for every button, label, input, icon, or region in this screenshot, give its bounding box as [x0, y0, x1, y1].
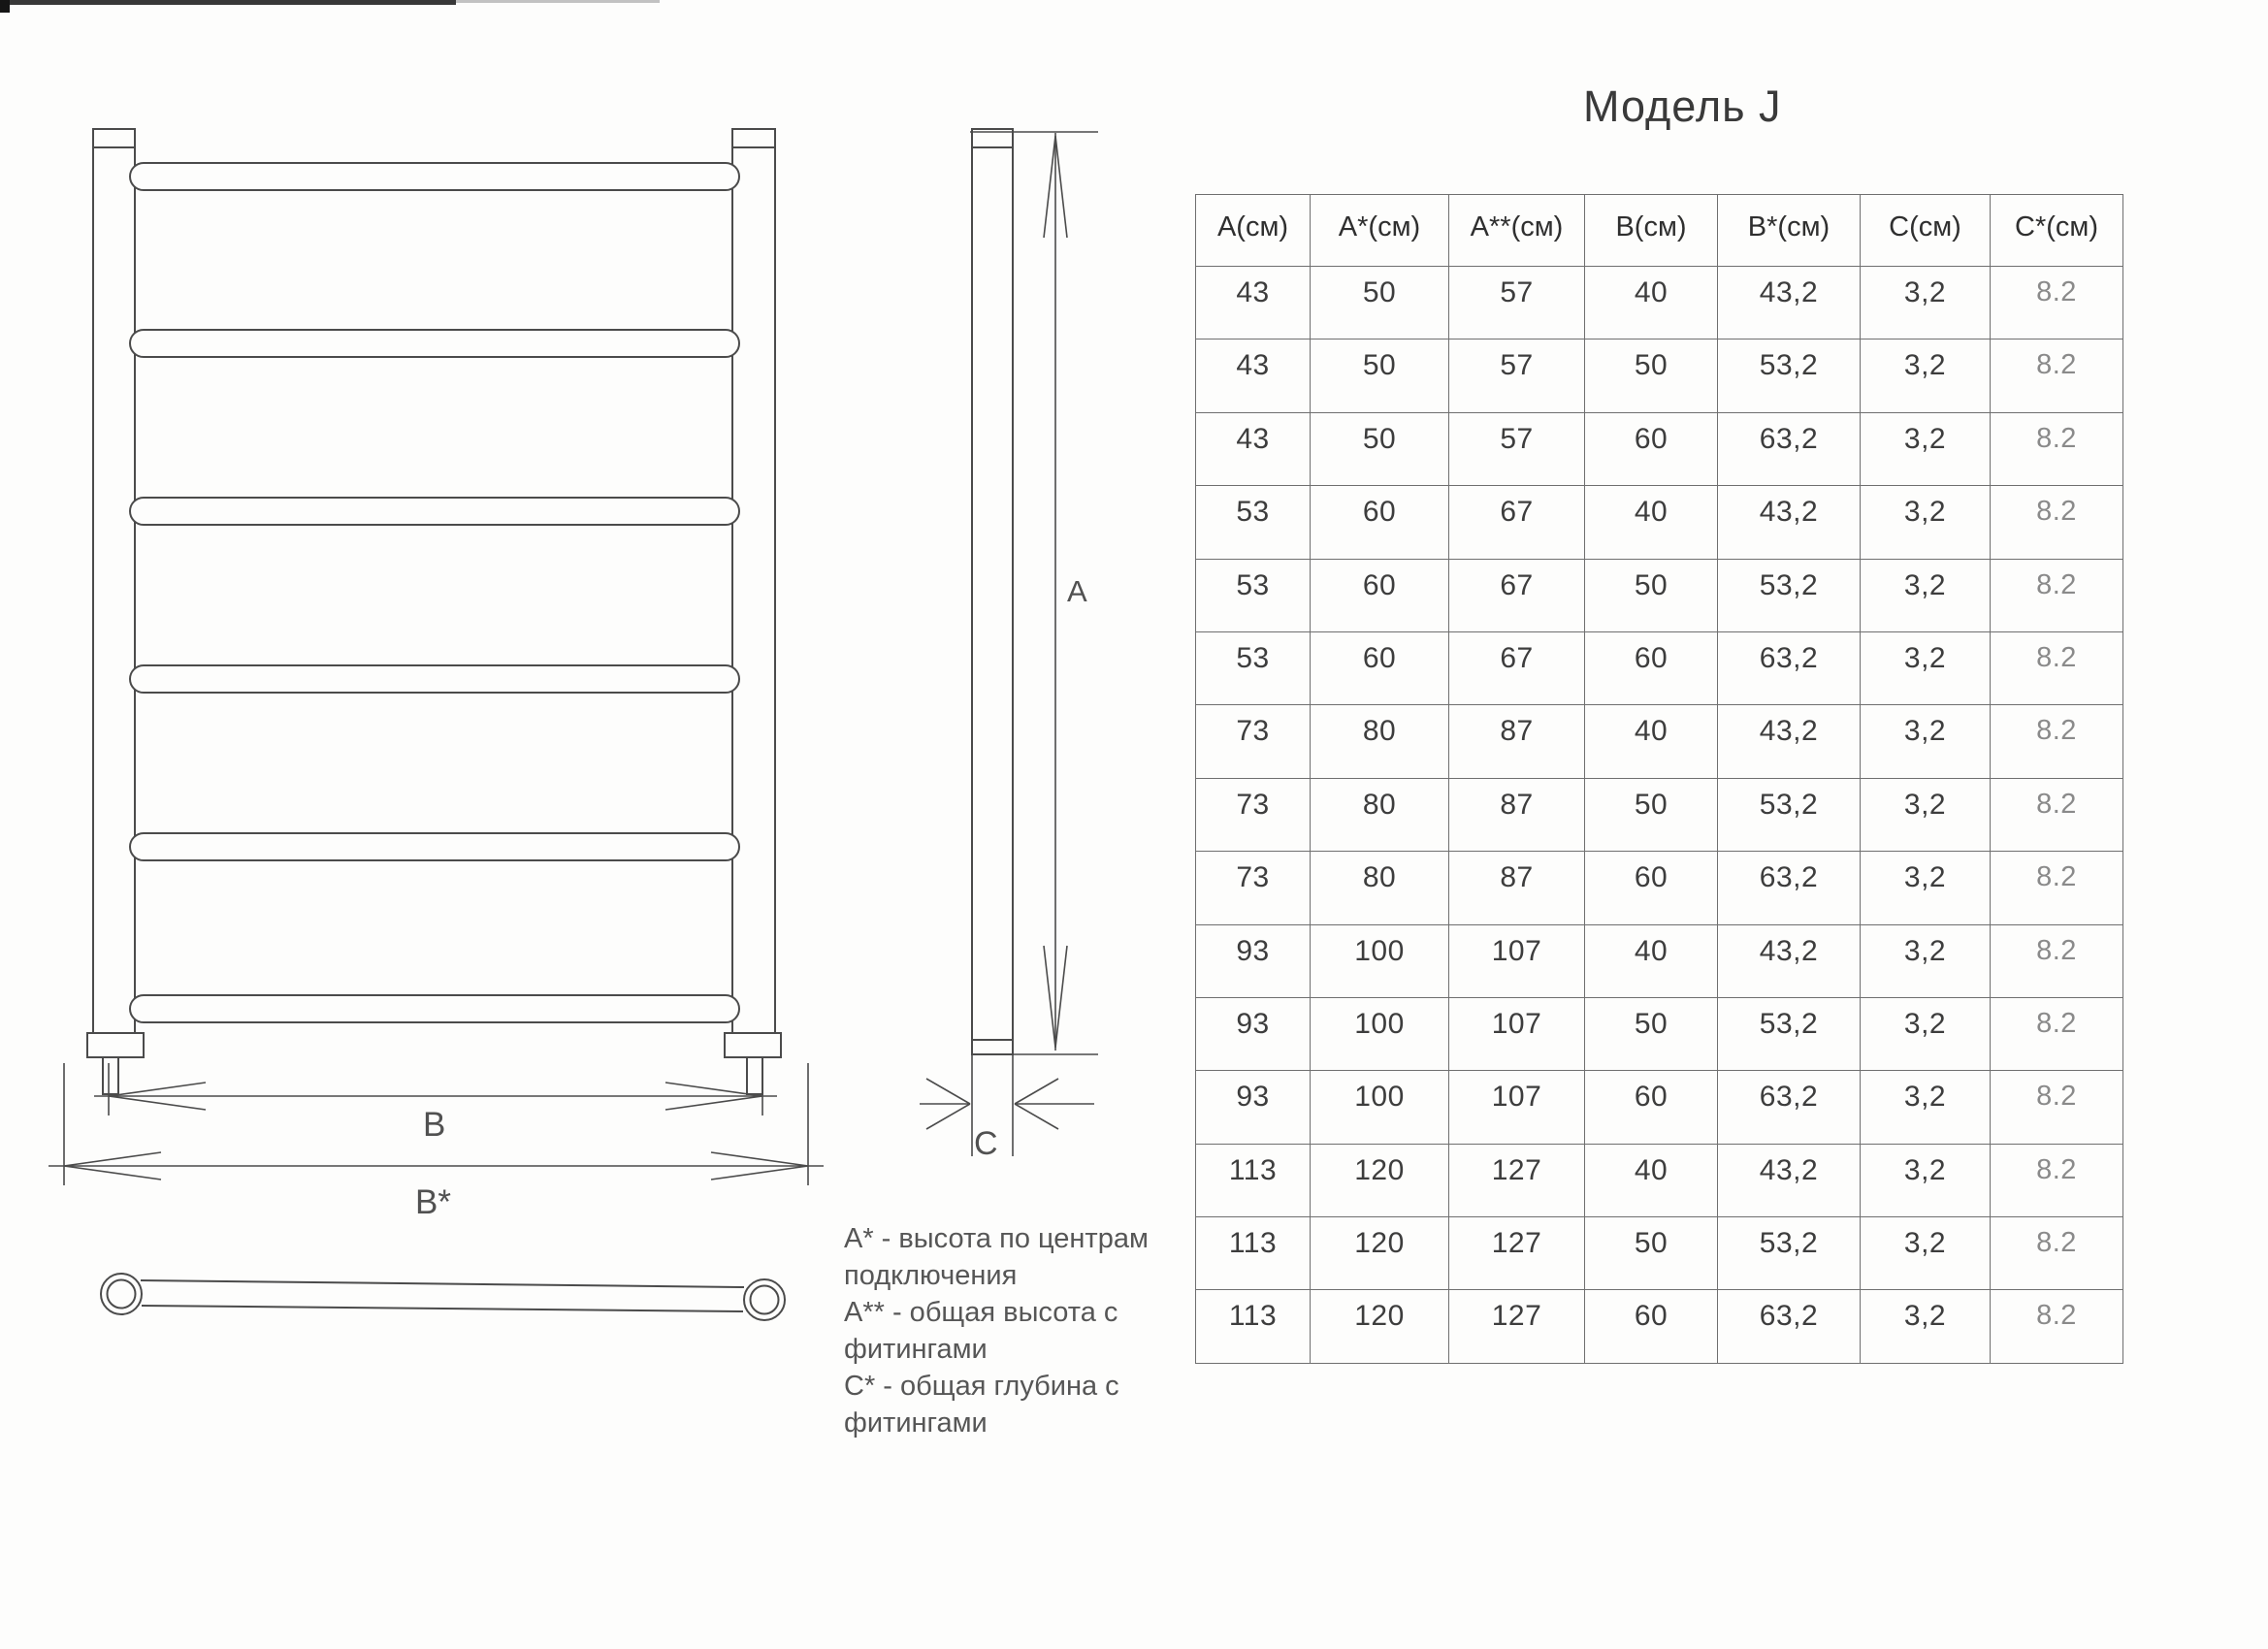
table-cell: 67 — [1449, 559, 1585, 631]
table-cell: 80 — [1311, 852, 1449, 924]
table-cell: 40 — [1585, 924, 1718, 997]
right-pipe-stub — [747, 1057, 762, 1094]
column-header: С(см) — [1861, 195, 1991, 267]
right-bottom-bracket — [725, 1033, 781, 1057]
table-cell: 87 — [1449, 705, 1585, 778]
table-cell: 3,2 — [1861, 997, 1991, 1070]
table-row — [1196, 267, 2123, 340]
table-row — [1196, 631, 2123, 704]
table-cell: 43,2 — [1718, 1144, 1861, 1216]
table-cell: 60 — [1311, 559, 1449, 631]
legend-line: С* - общая глубина с — [844, 1371, 1119, 1402]
table-cell: 63,2 — [1718, 1071, 1861, 1144]
table-cell: 107 — [1449, 924, 1585, 997]
column-header: С*(см) — [1991, 195, 2123, 267]
table-cell: 60 — [1311, 631, 1449, 704]
table-cell: 60 — [1585, 852, 1718, 924]
table-row — [1196, 852, 2123, 924]
table-cell: 120 — [1311, 1217, 1449, 1290]
table-cell: 73 — [1196, 852, 1311, 924]
column-header: А*(см) — [1311, 195, 1449, 267]
dimension-label-c: С — [974, 1125, 998, 1162]
table-cell: 43,2 — [1718, 924, 1861, 997]
table-cell: 93 — [1196, 1071, 1311, 1144]
table-cell: 8.2 — [1991, 559, 2123, 631]
table-cell: 43,2 — [1718, 705, 1861, 778]
table-cell: 40 — [1585, 486, 1718, 559]
table-cell: 50 — [1311, 340, 1449, 412]
table-cell: 3,2 — [1861, 1217, 1991, 1290]
scan-artifacts — [0, 0, 660, 13]
column-header: В(см) — [1585, 195, 1718, 267]
table-cell: 50 — [1311, 267, 1449, 340]
table-cell: 3,2 — [1861, 631, 1991, 704]
column-header: А(см) — [1196, 195, 1311, 267]
table-cell: 87 — [1449, 852, 1585, 924]
table-cell: 87 — [1449, 778, 1585, 851]
table-cell: 107 — [1449, 997, 1585, 1070]
table-cell: 8.2 — [1991, 412, 2123, 485]
table-cell: 8.2 — [1991, 1217, 2123, 1290]
legend — [844, 1220, 1203, 1441]
table-cell: 60 — [1585, 631, 1718, 704]
table-cell: 60 — [1585, 412, 1718, 485]
table-cell: 3,2 — [1861, 1290, 1991, 1363]
table-cell: 57 — [1449, 340, 1585, 412]
table-cell: 57 — [1449, 412, 1585, 485]
table-row — [1196, 486, 2123, 559]
table-cell: 43,2 — [1718, 267, 1861, 340]
legend-line: фитингами — [844, 1334, 988, 1365]
table-cell: 60 — [1585, 1290, 1718, 1363]
table-row — [1196, 559, 2123, 631]
dimension-label-a: А — [1067, 574, 1087, 608]
dimension-c — [920, 1079, 1094, 1129]
table-row — [1196, 705, 2123, 778]
bottom-tube-view — [101, 1274, 785, 1320]
legend-line: подключения — [844, 1260, 1018, 1291]
table-cell: 8.2 — [1991, 631, 2123, 704]
table-cell: 107 — [1449, 1071, 1585, 1144]
table-cell: 53,2 — [1718, 340, 1861, 412]
table-cell: 127 — [1449, 1217, 1585, 1290]
table-row — [1196, 1290, 2123, 1363]
dimension-label-b: B — [423, 1106, 446, 1144]
table-row — [1196, 1144, 2123, 1216]
dimension-label-b-star: B* — [415, 1183, 451, 1221]
table-cell: 3,2 — [1861, 778, 1991, 851]
front-view-drawing — [49, 129, 824, 1185]
table-cell: 53 — [1196, 559, 1311, 631]
table-cell: 100 — [1311, 924, 1449, 997]
table-cell: 50 — [1585, 778, 1718, 851]
table-cell: 40 — [1585, 267, 1718, 340]
table-cell: 73 — [1196, 778, 1311, 851]
table-cell: 3,2 — [1861, 412, 1991, 485]
rungs — [130, 163, 739, 1022]
table-cell: 8.2 — [1991, 778, 2123, 851]
table-cell: 100 — [1311, 1071, 1449, 1144]
table-cell: 8.2 — [1991, 924, 2123, 997]
table-cell: 3,2 — [1861, 705, 1991, 778]
table-cell: 53,2 — [1718, 559, 1861, 631]
table-cell: 3,2 — [1861, 1071, 1991, 1144]
left-pipe-stub — [103, 1057, 118, 1094]
table-cell: 93 — [1196, 997, 1311, 1070]
table-cell: 50 — [1585, 1217, 1718, 1290]
table-cell: 8.2 — [1991, 1071, 2123, 1144]
table-cell: 3,2 — [1861, 852, 1991, 924]
table-cell: 63,2 — [1718, 1290, 1861, 1363]
table-row — [1196, 1071, 2123, 1144]
right-post — [732, 129, 775, 1033]
table-cell: 3,2 — [1861, 924, 1991, 997]
table-cell: 113 — [1196, 1290, 1311, 1363]
table-cell: 43,2 — [1718, 486, 1861, 559]
dimensions-table — [1195, 194, 2123, 1364]
table-cell: 3,2 — [1861, 559, 1991, 631]
legend-line: фитингами — [844, 1407, 988, 1439]
table-cell: 53 — [1196, 631, 1311, 704]
table-cell: 8.2 — [1991, 267, 2123, 340]
dimensions-table-body — [1196, 267, 2123, 1364]
table-cell: 120 — [1311, 1144, 1449, 1216]
table-cell: 3,2 — [1861, 1144, 1991, 1216]
table-cell: 50 — [1311, 412, 1449, 485]
table-cell: 127 — [1449, 1144, 1585, 1216]
table-cell: 67 — [1449, 486, 1585, 559]
table-row — [1196, 1217, 2123, 1290]
table-cell: 3,2 — [1861, 340, 1991, 412]
table-row — [1196, 778, 2123, 851]
table-cell: 8.2 — [1991, 486, 2123, 559]
table-cell: 127 — [1449, 1290, 1585, 1363]
table-cell: 8.2 — [1991, 705, 2123, 778]
table-cell: 93 — [1196, 924, 1311, 997]
legend-line: А** - общая высота с — [844, 1297, 1118, 1328]
table-cell: 8.2 — [1991, 340, 2123, 412]
left-post — [93, 129, 135, 1033]
table-row — [1196, 412, 2123, 485]
table-cell: 50 — [1585, 559, 1718, 631]
table-cell: 80 — [1311, 778, 1449, 851]
column-header: А**(см) — [1449, 195, 1585, 267]
table-cell: 43 — [1196, 412, 1311, 485]
table-cell: 80 — [1311, 705, 1449, 778]
table-cell: 113 — [1196, 1144, 1311, 1216]
table-cell: 53,2 — [1718, 997, 1861, 1070]
table-cell: 8.2 — [1991, 852, 2123, 924]
table-cell: 113 — [1196, 1217, 1311, 1290]
table-cell: 73 — [1196, 705, 1311, 778]
table-cell: 40 — [1585, 705, 1718, 778]
page-title: Модель J — [1583, 81, 1782, 131]
table-cell: 8.2 — [1991, 1144, 2123, 1216]
table-cell: 40 — [1585, 1144, 1718, 1216]
legend-line: А* - высота по центрам — [844, 1223, 1149, 1254]
table-cell: 50 — [1585, 340, 1718, 412]
table-cell: 53,2 — [1718, 778, 1861, 851]
table-cell: 67 — [1449, 631, 1585, 704]
column-header: В*(см) — [1718, 195, 1861, 267]
table-header-row — [1196, 195, 2123, 267]
table-cell: 100 — [1311, 997, 1449, 1070]
left-bottom-bracket — [87, 1033, 144, 1057]
table-cell: 63,2 — [1718, 412, 1861, 485]
table-cell: 8.2 — [1991, 1290, 2123, 1363]
table-cell: 8.2 — [1991, 997, 2123, 1070]
table-cell: 53 — [1196, 486, 1311, 559]
table-cell: 60 — [1311, 486, 1449, 559]
side-view-drawing — [920, 129, 1098, 1156]
table-cell: 43 — [1196, 267, 1311, 340]
table-cell: 3,2 — [1861, 486, 1991, 559]
table-cell: 57 — [1449, 267, 1585, 340]
table-cell: 53,2 — [1718, 1217, 1861, 1290]
table-cell: 50 — [1585, 997, 1718, 1070]
table-row — [1196, 997, 2123, 1070]
dimension-a — [1044, 133, 1067, 1051]
table-cell: 63,2 — [1718, 852, 1861, 924]
table-cell: 43 — [1196, 340, 1311, 412]
table-cell: 120 — [1311, 1290, 1449, 1363]
table-row — [1196, 924, 2123, 997]
table-cell: 63,2 — [1718, 631, 1861, 704]
side-bar — [972, 129, 1013, 1054]
table-cell: 60 — [1585, 1071, 1718, 1144]
table-cell: 3,2 — [1861, 267, 1991, 340]
table-row — [1196, 340, 2123, 412]
